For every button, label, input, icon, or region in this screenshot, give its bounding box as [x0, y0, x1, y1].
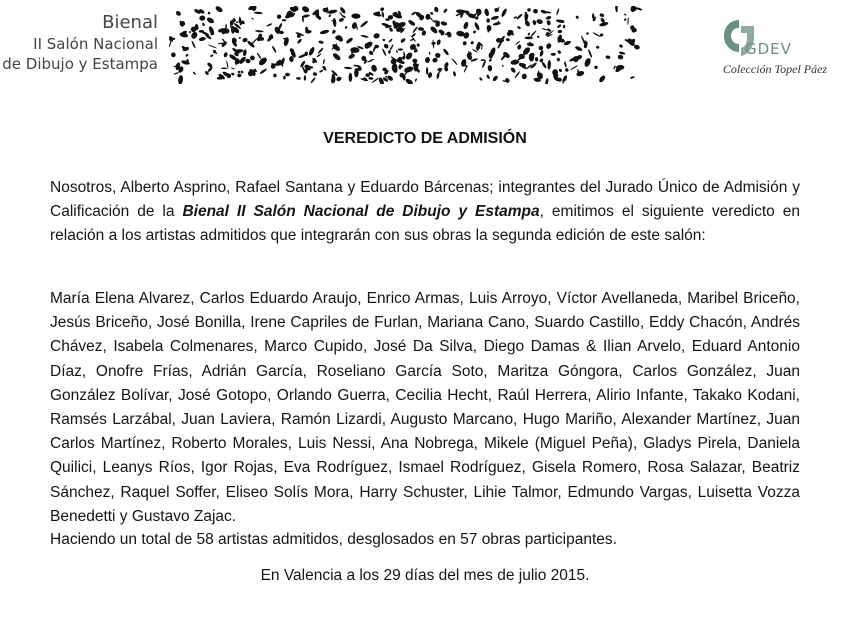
decorative-pattern-banner: [168, 6, 643, 84]
logo-subtitle: Colección Topel Páez: [722, 62, 828, 76]
closing-line: En Valencia a los 29 días del mes de julio 2015.: [260, 567, 590, 584]
bienal-line-1: Bienal: [102, 12, 158, 33]
total-paragraph: Haciendo un total de 58 artistas admitidos, desglosados en 57 obras participantes.: [50, 531, 617, 548]
document-title: VEREDICTO DE ADMISIÓN: [323, 130, 527, 147]
intro-text-before: Nosotros, Alberto Asprino, Rafael Santana y Eduardo Bárcenas; integrantes del Jurado Único de Admisión y Calificación de la: [50, 179, 800, 221]
artists-paragraph: María Elena Alvarez, Carlos Eduardo Araujo, Enrico Armas, Luis Arroyo, Víctor Avellaneda, Maribel Briceño, Jesús Briceño, José Bonilla, Irene Capriles de Furlan, Mariana Cano, Suardo Castillo, Eddy Chacón, Andrés Chávez, Isabela Colmenares, Marco Cupido, José Da Silva, Diego Damas & Ilian Arvelo, Eduard Antonio Díaz, Onofre Frías, Adrián García, Roseliano García Soto, Maritza Góngora, Carlos González, Juan González Bolívar, José Gotopo, Orlando Guerra, Cecilia Hecht, Raúl Herrera, Alirio Infante, Takako Kodani, Ramsés Larzábal, Juan Laviera, Ramón Lizardi, Augusto Marcano, Hugo Mariño, Alexander Martínez, Juan Carlos Martínez, Roberto Morales, Luis Nessi, Ana Nobrega, Mikele (Miguel Peña), Gladys Pirela, Daniela Quilici, Leanys Ríos, Igor Rojas, Eva Rodríguez, Ismael Rodríguez, Gisela Romero, Rosa Salazar, Beatriz Sánchez, Raquel Soffer, Eliseo Solís Mora, Harry Schuster, Lihie Talmor, Edmundo Vargas, Luisetta Vozza Benedetti y Gustavo Zajac.: [50, 290, 800, 525]
document-header: [0, 0, 850, 110]
intro-paragraph: [50, 176, 800, 249]
intro-text-after: , emitimos el siguiente veredicto en relación a los artistas admitidos que integrarán con sus obras la segunda edición de este salón:: [50, 203, 801, 245]
bienal-line-3: de Dibujo y Estampa: [2, 55, 158, 73]
gdev-logo: [712, 18, 844, 88]
logo-text: GDEV: [745, 40, 792, 58]
bienal-line-2: II Salón Nacional: [33, 35, 158, 53]
bienal-title-block: [0, 12, 158, 74]
intro-emphasis: Bienal II Salón Nacional de Dibujo y Estampa: [182, 203, 540, 221]
